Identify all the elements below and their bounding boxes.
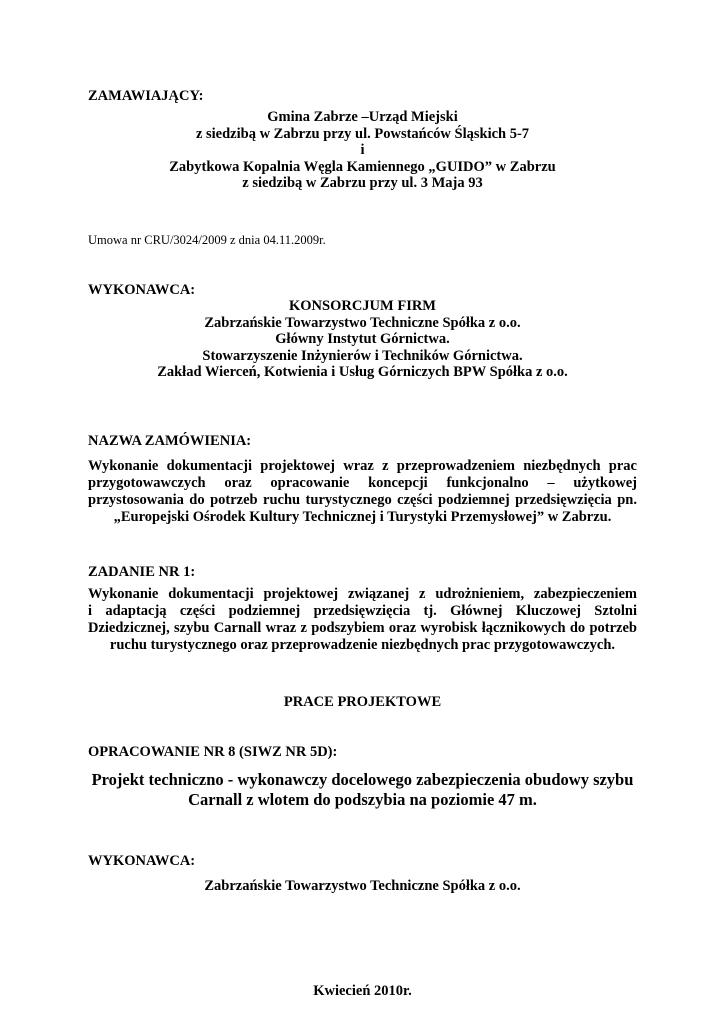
zadanie-line: i adaptacją części podziemnej przedsięwzięcia tj. Głównej Kluczowej Sztolni	[88, 603, 637, 619]
nazwa-line: „Europejski Ośrodek Kultury Technicznej i Turystyki Przemysłowej” w Zabrzu.	[113, 509, 612, 525]
zamawiajacy-line: z siedzibą w Zabrzu przy ul. 3 Maja 93	[242, 175, 483, 191]
wykonawca-company: Zabrzańskie Towarzystwo Techniczne Spółka z o.o.	[204, 878, 521, 894]
zadanie-line: Dziedzicznej, szybu Carnall wraz z podszybiem oraz wyrobisk łącznikowych do potrzeb	[88, 620, 637, 636]
opracowanie-line: Projekt techniczno - wykonawczy docelowego zabezpieczenia obudowy szybu	[91, 770, 634, 789]
zadanie-label: ZADANIE NR 1:	[88, 564, 196, 580]
nazwa-zamowienia-label: NAZWA ZAMÓWIENIA:	[88, 433, 252, 449]
opracowanie-label: OPRACOWANIE NR 8 (SIWZ NR 5D):	[88, 744, 338, 760]
konsorcjum-line: Główny Instytut Górnictwa.	[275, 331, 450, 347]
zadanie-text	[88, 586, 637, 654]
zamawiajacy-line: Gmina Zabrze –Urząd Miejski	[267, 109, 458, 125]
zadanie-line: ruchu turystycznego oraz przeprowadzenie niezbędnych prac przygotowawczych.	[109, 637, 616, 653]
umowa-line: Umowa nr CRU/3024/2009 z dnia 04.11.2009r.	[88, 233, 326, 247]
konsorcjum-line: Stowarzyszenie Inżynierów i Techników Górnictwa.	[202, 347, 523, 364]
opracowanie-line: Carnall z wlotem do podszybia na poziomie 47 m.	[188, 790, 537, 809]
konsorcjum-line: Zabrzańskie Towarzystwo Techniczne Spółka z o.o.	[204, 314, 521, 331]
zamawiajacy-line: z siedzibą w Zabrzu przy ul. Powstańców Śląskich 5-7	[195, 125, 530, 142]
wykonawca-label-2: WYKONAWCA:	[88, 853, 196, 869]
zamawiajacy-block	[88, 109, 637, 192]
konsorcjum-line: KONSORCJUM FIRM	[288, 298, 436, 314]
opracowanie-title	[88, 770, 637, 810]
nazwa-line: przygotowawczych oraz opracowanie koncepcji funkcjonalno – użytkowej	[88, 475, 637, 491]
zamawiajacy-label: ZAMAWIAJĄCY:	[88, 88, 204, 104]
nazwa-zamowienia-text	[88, 458, 637, 526]
zamawiajacy-line: i	[360, 142, 365, 158]
prace-projektowe-title: PRACE PROJEKTOWE	[283, 694, 442, 710]
wykonawca-label: WYKONAWCA:	[88, 282, 196, 298]
nazwa-line: przystosowania do potrzeb ruchu turystycznego części podziemnej przedsięwzięcia pn.	[88, 492, 637, 508]
nazwa-line: Wykonanie dokumentacji projektowej wraz z przeprowadzeniem niezbędnych prac	[88, 458, 637, 474]
zamawiajacy-line: Zabytkowa Kopalnia Węgla Kamiennego „GUIDO” w Zabrzu	[169, 158, 556, 175]
document-date: Kwiecień 2010r.	[313, 983, 412, 999]
konsorcjum-line: Zakład Wierceń, Kotwienia i Usług Górniczych BPW Spółka z o.o.	[157, 364, 568, 380]
zadanie-line: Wykonanie dokumentacji projektowej związanej z udrożnieniem, zabezpieczeniem	[88, 586, 637, 602]
konsorcjum-block	[88, 298, 637, 381]
